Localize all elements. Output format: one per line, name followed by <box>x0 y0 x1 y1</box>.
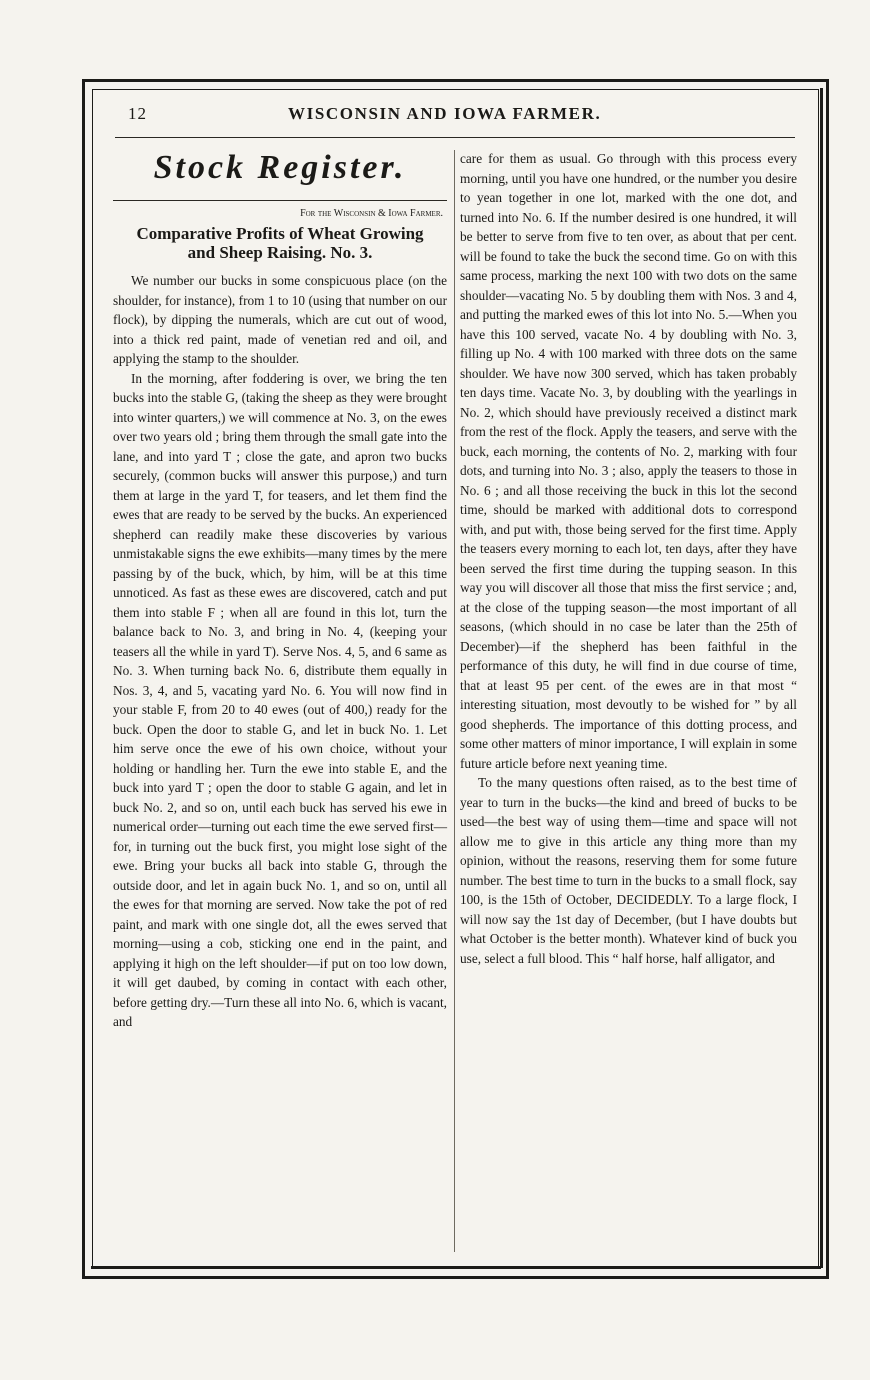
header-rule <box>115 137 795 138</box>
article-title <box>113 224 447 262</box>
page-border-shadow-right <box>820 88 823 1268</box>
left-column <box>113 147 447 1032</box>
paragraph-continued: care for them as usual. Go through with this process every morning, until you have one hundred, or the number you desire to yean together in one lot, marked with the one dot, and turned into No. 6. If the number desired is one hundred, it will be better to serve from five to ten over, as about that per cent. will be found to take the buck the second time. Go on with this same process, marking the next 100 with two dots on the same shoulder—vacating No. 5 by doubling them with Nos. 3 and 4, and putting the marked ewes of this lot into No. 5.—When you have this 100 served, vacate No. 4 by doubling with No. 3, filling up No. 4 with 100 marked with three dots on the same shoulder. We have now 300 served, which has taken probably ten days time. Vacate No. 3, by doubling with the yearlings in No. 2, which should have previously received a distinct mark from the rest of the flock. Apply the teasers, and serve with the buck, each morning, the contents of No. 2, marking with four dots, and turning into No. 3 ; also, apply the teasers to those in No. 6 ; and all those receiving the buck in this lot the second time, should be marked with additional dots to correspond with, and put with, those being served for the first time. Apply the teasers every morning to each lot, ten days, after they have been served the first time during the tupping season. In this way you will discover all those that miss the first service ; and, at the close of the tupping season—the most important of all seasons, (which should in no case be later than the 25th of December)—if the shepherd has been faithful in the performance of this duty, he will find in due course of time, that at least 95 per cent. of the ewes are in that most “ interesting situation, most devoutly to be wished for ” by all good shepherds. The importance of this dotting process, and some other matters of minor importance, I will explain in some future article before next yeaning time. <box>460 151 797 771</box>
paragraph: To the many questions often raised, as to the best time of year to turn in the bucks—the kind and breed of bucks to be used—the best way of using them—time and space will not allow me to give in this article any thing more than my opinion, without the reasons, reserving them for some future number. The best time to turn in the bucks to a small flock, say 100, is the 15th of October, DECIDEDLY. To a large flock, I will now say the 1st day of December, (but I have doubts but what October is the better month). Whatever kind of buck you use, select a full blood. This “ half horse, half alligator, and <box>460 775 797 966</box>
running-head: WISCONSIN AND IOWA FARMER. <box>288 104 602 123</box>
right-column <box>460 149 797 968</box>
section-title-rule <box>113 200 447 201</box>
article-byline: For the Wisconsin & Iowa Farmer. <box>300 208 443 219</box>
column-divider <box>454 150 455 1252</box>
paragraph: In the morning, after foddering is over, we bring the ten bucks into the stable G, (taking the sheep as they were brought into winter quarters,) we will commence at No. 3, on the ewes over two years old ; bring them through the small gate into the lane, and into yard T ; close the gate, and apron two bucks securely, (common bucks will answer this purpose,) and turn them at large in the yard T, for teasers, and let them find the ewes that are ready to be served by the bucks. An experienced shepherd can readily make these discoveries by various unmistakable signs the ewe exhibits—many times by the mere passing by of the buck, which, by him, will be at this time unnoticed. As fast as these ewes are discovered, catch and put them into stable F ; when all are found in this lot, turn the balance back to No. 3, and bring in No. 4, (keeping your teasers all the while in yard T). Serve Nos. 4, 5, and 6 same as No. 3. When turning back No. 6, distribute them equally in Nos. 3, 4, and 5, vacating yard No. 6. You will now find in your stable F, from 20 to 40 ewes (out of 400,) ready for the buck. Open the door to stable G, and let in buck No. 1. Let him serve once the ewe of his own choice, without your holding or handling her. Turn the ewe into stable E, and the buck into yard T ; open the door to stable G again, and let in buck No. 2, and so on, until each buck has served his ewe in numerical order—turning out each time the ewe served first—for, in turning out the buck first, you might lose sight of the ewe. Bring your bucks all back into stable G, through the outside door, and let in again buck No. 1, and so on, until all the ewes for that morning are served. Now take the pot of red paint, and mark with one single dot, all the ewes served that morning—using a cob, sticking one end in the paint, and applying it high on the left shoulder—if put on too low down, it will get daubed, by coming in contact with each other, before getting dry.—Turn these all into No. 6, which is vacant, and <box>113 370 447 1029</box>
paragraph: We number our bucks in some conspicuous place (on the shoulder, for instance), from 1 to 10 (using that number on our flock), by dipping the numerals, which are cut out of wood, into a thick red paint, made of venetian red and oil, and applying the stamp to the shoulder. <box>113 273 447 366</box>
page-number: 12 <box>128 104 147 123</box>
section-title: Stock Register. <box>153 149 407 186</box>
article-title-line-2: and Sheep Raising. No. 3. <box>187 243 373 262</box>
article-title-line-1: Comparative Profits of Wheat Growing <box>136 224 424 243</box>
page-border-shadow-bottom <box>91 1266 821 1269</box>
